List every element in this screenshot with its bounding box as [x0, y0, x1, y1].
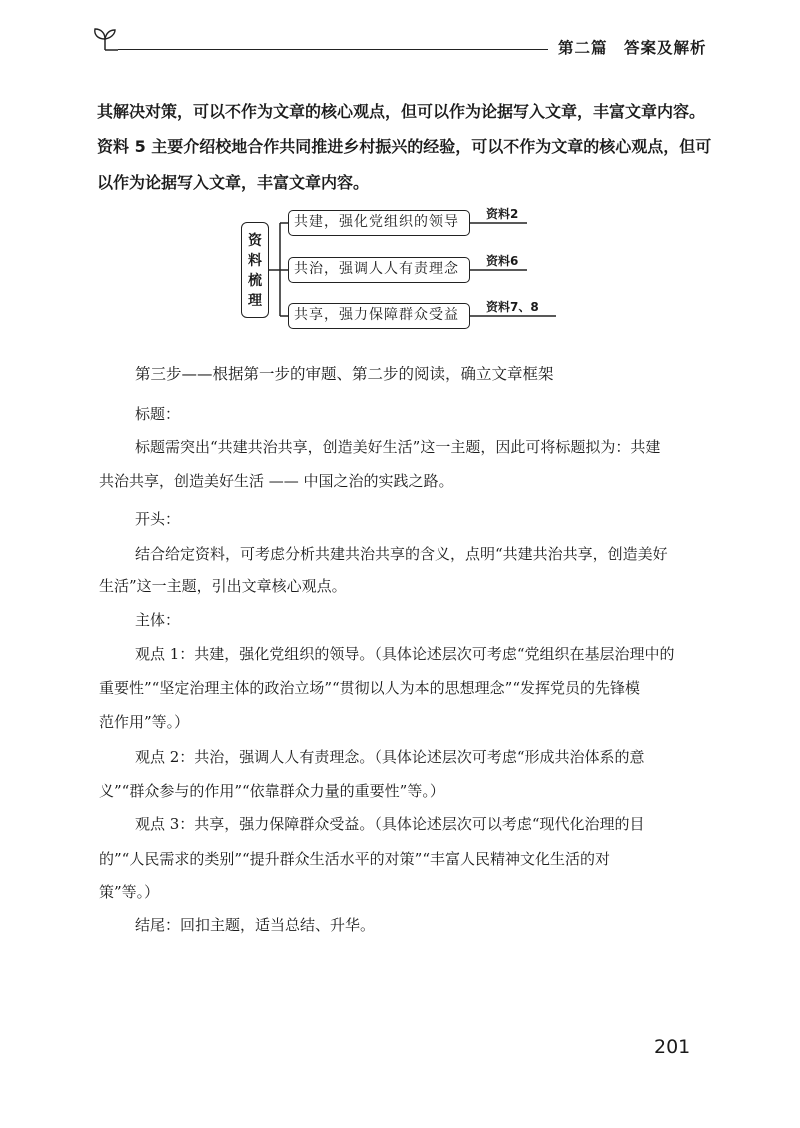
intro-line-1: 其解决对策，可以不作为文章的核心观点，但可以作为论据写入文章，丰富文章内容。 [97, 102, 706, 121]
title-heading: 标题： [135, 405, 181, 423]
point-1-line-3: 范作用”等。） [99, 713, 190, 731]
diagram-label-char: 梳 [248, 273, 262, 289]
diagram-source-3: 资料7、8 [486, 300, 539, 314]
point-2-line-1: 观点 2：共治，强调人人有责理念。（具体论述层次可考虑“形成共治体系的意 [135, 748, 645, 766]
diagram-connectors [0, 0, 800, 340]
point-1-line-2: 重要性”“坚定治理主体的政治立场”“贯彻以人为本的思想理念”“发挥党员的先锋模 [99, 679, 641, 697]
diagram-source-1: 资料2 [486, 207, 519, 221]
diagram-source-2: 资料6 [486, 254, 519, 268]
title-line-1: 标题需突出“共建共治共享，创造美好生活”这一主题，因此可将标题拟为：共建 [135, 438, 661, 456]
diagram-item-3: 共享，强力保障群众受益 [288, 303, 470, 329]
diagram-label-char: 料 [248, 253, 262, 269]
ending-line: 结尾：回扣主题，适当总结、升华。 [135, 916, 376, 934]
point-2-line-2: 义”“群众参与的作用”“依靠群众力量的重要性”等。） [99, 782, 445, 800]
title-line-2: 共治共享，创造美好生活 —— 中国之治的实践之路。 [99, 472, 454, 490]
point-3-line-2: 的”“人民需求的类别”“提升群众生活水平的对策”“丰富人民精神文化生活的对 [99, 850, 611, 868]
body-heading: 主体： [135, 611, 181, 629]
diagram-label-char: 资 [248, 233, 262, 249]
point-3-line-1: 观点 3：共享，强力保障群众受益。（具体论述层次可以考虑“现代化治理的目 [135, 815, 645, 833]
diagram-label [242, 223, 268, 311]
diagram-label-char: 理 [248, 293, 262, 309]
intro-line-2: 资料 5 主要介绍校地合作共同推进乡村振兴的经验，可以不作为文章的核心观点，但可 [97, 137, 712, 156]
opening-line-2: 生活”这一主题，引出文章核心观点。 [99, 577, 347, 595]
section-title: 第二篇 答案及解析 [558, 39, 707, 57]
opening-line-1: 结合给定资料，可考虑分析共建共治共享的含义，点明“共建共治共享，创造美好 [135, 545, 668, 563]
page-number: 201 [654, 1036, 691, 1058]
diagram-item-1: 共建，强化党组织的领导 [288, 210, 470, 236]
diagram-label-box [241, 222, 269, 318]
opening-heading: 开头： [135, 510, 181, 528]
point-1-line-1: 观点 1：共建，强化党组织的领导。（具体论述层次可考虑“党组织在基层治理中的 [135, 645, 675, 663]
point-3-line-3: 策”等。） [99, 883, 160, 901]
step-3-heading: 第三步——根据第一步的审题、第二步的阅读，确立文章框架 [135, 365, 554, 383]
intro-line-3: 以作为论据写入文章，丰富文章内容。 [97, 173, 370, 192]
diagram-item-2: 共治，强调人人有责理念 [288, 257, 470, 283]
